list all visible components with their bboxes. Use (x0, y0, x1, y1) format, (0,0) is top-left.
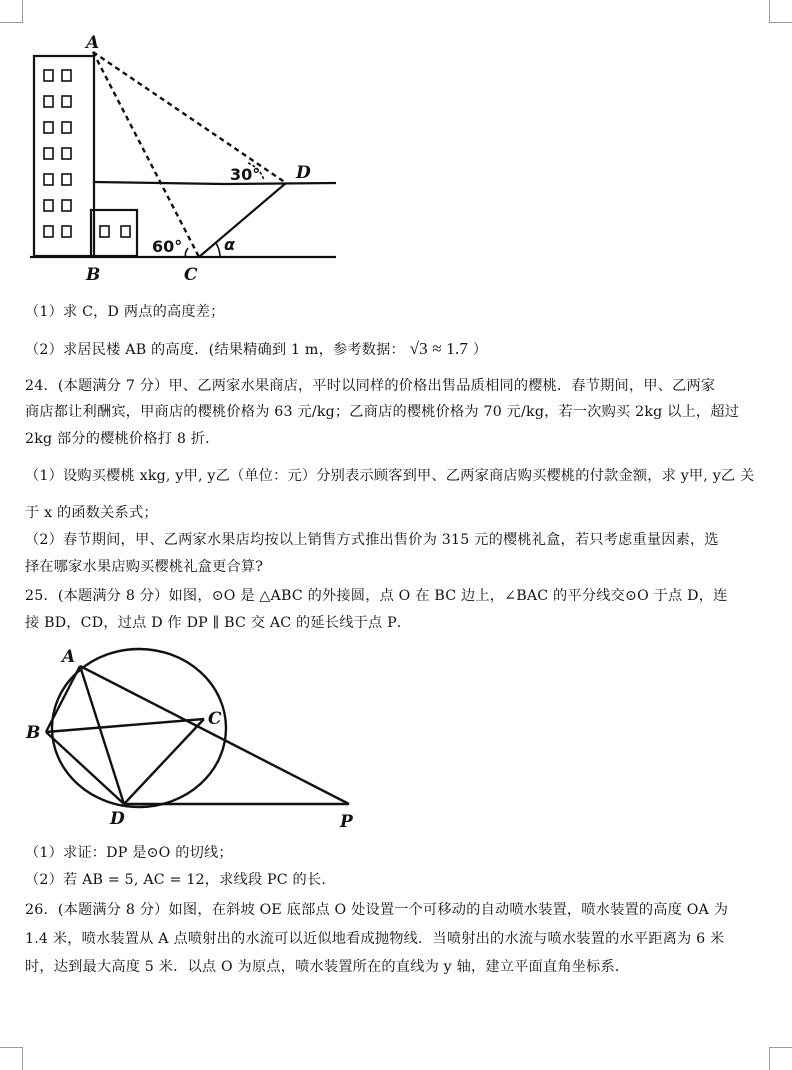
crop-mark-top-right (769, 0, 792, 23)
segment-ab (46, 666, 80, 732)
q24-line-4: （1）设购买樱桃 xkg, y甲, y乙（单位：元）分别表示顾客到甲、乙两家商店购买樱桃的付款金额，求 y甲, y乙 关 (25, 468, 755, 484)
q23-part2-close: ） (472, 342, 488, 358)
slope-cd (199, 183, 286, 257)
label-A: A (86, 33, 100, 53)
label-B: B (26, 723, 41, 743)
label-P: P (340, 812, 353, 832)
horizontal-line (94, 182, 224, 184)
q23-part2-text: （2）求居民楼 AB 的高度．(结果精确到 1 m，参考数据： (25, 342, 405, 358)
building-slope-figure (24, 28, 344, 290)
q24-line-5: 于 x 的函数关系式； (25, 505, 158, 521)
label-angle-60: 60° (152, 237, 183, 256)
q25-part1: （1）求证：DP 是⊙O 的切线； (25, 845, 233, 861)
q25-part2: （2）若 AB = 5, AC = 12，求线段 PC 的长． (25, 872, 336, 888)
building-windows (44, 70, 130, 237)
label-C: C (208, 709, 222, 729)
q23-part2 (25, 339, 760, 360)
q26-line-3: 时，达到最大高度 5 米．以点 O 为原点，喷水装置所在的直线为 y 轴，建立平面直角坐标系． (25, 959, 630, 975)
label-D: D (110, 809, 125, 829)
alpha-arc (216, 243, 220, 257)
segment-bc (46, 719, 204, 732)
q24-line-2: 商店都让利酬宾，甲商店的樱桃价格为 63 元/kg；乙商店的樱桃价格为 70 元/kg，若一次购买 2kg 以上，超过 (25, 404, 740, 420)
label-angle-30: 30° (230, 165, 261, 184)
crop-mark-bottom-right (769, 1047, 792, 1070)
label-A: A (62, 647, 76, 667)
q24-line-1: 24．(本题满分 7 分）甲、乙两家水果商店，平时以同样的价格出售品质相同的樱桃．春节期间，甲、乙两家 (25, 378, 716, 394)
circle-triangle-figure (24, 642, 364, 836)
label-B: B (86, 265, 101, 285)
q26-line-2: 1.4 米，喷水装置从 A 点喷射出的水流可以近似地看成抛物线．当喷射出的水流与喷水装置的水平距离为 6 米 (25, 931, 725, 947)
q24-line-6: （2）春节期间，甲、乙两家水果店均按以上销售方式推出售价为 315 元的樱桃礼盒，若只考虑重量因素，选 (25, 532, 719, 548)
label-D: D (296, 163, 311, 183)
sightline-ad (93, 52, 286, 183)
crop-mark-bottom-left (0, 1047, 23, 1070)
label-C: C (184, 265, 198, 285)
angle-60-arc (185, 248, 188, 257)
q24-line-3: 2kg 部分的樱桃价格打 8 折． (25, 431, 220, 447)
label-alpha: α (224, 235, 235, 254)
q25-line-1: 25．(本题满分 8 分）如图，⊙O 是 △ABC 的外接圆，点 O 在 BC 边上，∠BAC 的平分线交⊙O 于点 D，连 (25, 588, 728, 604)
q25-line-2: 接 BD，CD，过点 D 作 DP ∥ BC 交 AC 的延长线于点 P． (25, 615, 412, 631)
crop-mark-top-left (0, 0, 23, 23)
q24-line-7: 择在哪家水果店购买樱桃礼盒更合算? (25, 559, 264, 575)
q23-reference-value: √3 ≈ 1.7 (409, 339, 469, 358)
q26-line-1: 26．(本题满分 8 分）如图，在斜坡 OE 底部点 O 处设置一个可移动的自动喷水装置，喷水装置的高度 OA 为 (25, 902, 729, 918)
q23-part1: （1）求 C，D 两点的高度差； (25, 304, 225, 320)
